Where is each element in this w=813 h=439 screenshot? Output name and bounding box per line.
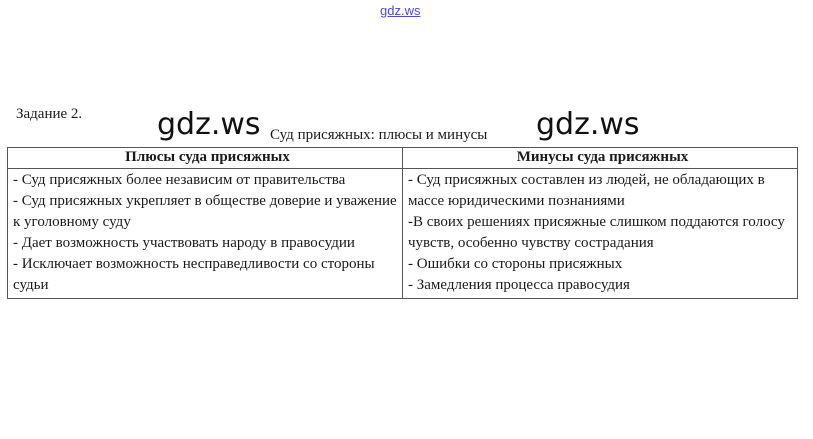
table-header-row [8,148,798,169]
site-link[interactable]: gdz.ws [380,3,421,18]
watermark-left: gdz.ws [157,107,261,142]
cons-header: Минусы суда присяжных [403,148,798,169]
cons-item: - Замедления процесса правосудия [408,277,630,293]
table-row [8,169,798,299]
pros-item: - Дает возможность участвовать народу в правосудии [13,235,355,251]
pros-cons-table [7,147,798,299]
pros-item: - Суд присяжных укрепляет в обществе доверие и уважение к уголовному суду [13,193,397,230]
cons-item: - Ошибки со стороны присяжных [408,256,623,272]
task-label: Задание 2. [16,106,83,122]
cons-item: - Суд присяжных составлен из людей, не обладающих в массе юридическими познаниями [408,172,765,209]
cons-cell [403,169,798,299]
pros-header: Плюсы суда присяжных [8,148,403,169]
pros-item: - Исключает возможность несправедливости со стороны судьи [13,256,375,293]
table-title: Суд присяжных: плюсы и минусы [270,127,488,143]
watermark-right: gdz.ws [536,107,640,142]
pros-cell [8,169,403,299]
pros-item: - Суд присяжных более независим от правительства [13,172,346,188]
cons-item: -В своих решениях присяжные слишком поддаются голосу чувств, особенно чувству сострадания [408,214,785,251]
